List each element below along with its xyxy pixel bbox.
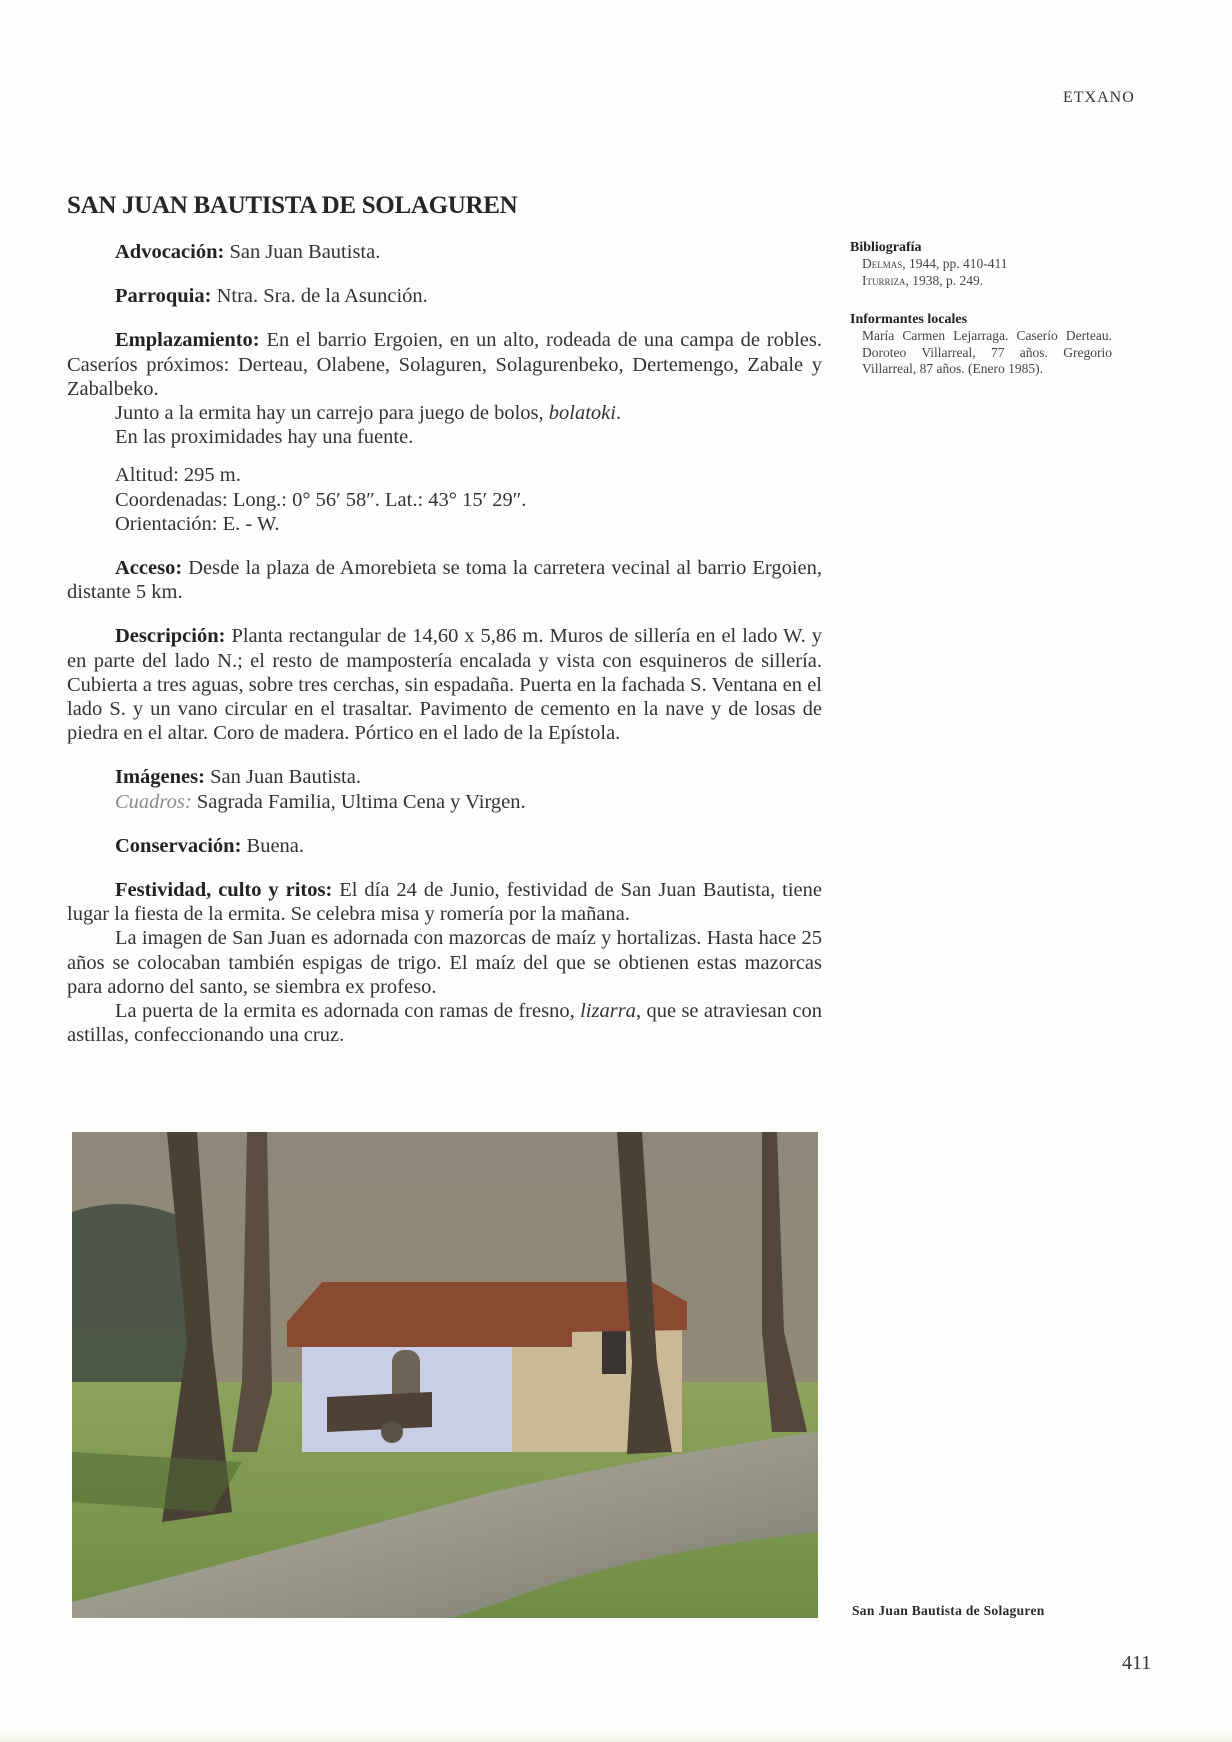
conservacion-label: Conservación: xyxy=(115,834,242,857)
descripcion-label: Descripción: xyxy=(115,625,226,648)
ermita-photo-illustration xyxy=(72,1132,818,1618)
altitud: Altitud: 295 m. xyxy=(115,464,241,487)
emplazamiento-label: Emplazamiento: xyxy=(115,329,260,352)
advocacion-paragraph xyxy=(67,240,822,264)
window xyxy=(602,1330,626,1374)
bolos-end: . xyxy=(615,402,622,425)
conservacion-paragraph xyxy=(67,834,822,858)
informantes-text: María Carmen Lejarraga. Caserío Derteau. Doroteo Villarreal, 77 años. Gregorio Villarreal, 87 años. (Enero 1985). xyxy=(862,328,1112,376)
imagenes-label: Imágenes: xyxy=(115,766,205,789)
festividad-text: El día 24 de Junio, festividad de San Juan Bautista, tiene lugar la fiesta de la ermita. Se celebra misa y romería por la mañana. xyxy=(67,879,822,926)
distant-hill xyxy=(72,1204,192,1382)
bibliografia-section xyxy=(850,240,1160,289)
cuadros-text: Sagrada Familia, Ultima Cena y Virgen. xyxy=(191,790,526,813)
running-head: ETXANO xyxy=(1063,89,1135,106)
cart xyxy=(327,1392,432,1432)
tree-shadow xyxy=(72,1452,242,1512)
bolatoki-term: bolatoki xyxy=(548,402,616,425)
imagenes-text: San Juan Bautista. xyxy=(204,766,361,789)
festividad-paragraph-2: La imagen de San Juan es adornada con mazorcas de maíz y hortalizas. Hasta hace 25 años se colocaban también espigas de trigo. El maíz del que se obtienen estas mazorcas para adorno del santo, se siembra ex profeso. xyxy=(67,927,822,998)
festividad-paragraph-3 xyxy=(67,999,822,1047)
lizarra-term: lizarra xyxy=(580,1000,636,1023)
bib-author: Iturriza xyxy=(862,272,906,288)
parroquia-text: Ntra. Sra. de la Asunción. xyxy=(211,285,428,308)
page-title: SAN JUAN BAUTISTA DE SOLAGUREN xyxy=(67,192,518,219)
bib-detail: , 1944, pp. 410-411 xyxy=(902,256,1008,272)
festividad-paragraph xyxy=(67,878,822,926)
acceso-label: Acceso: xyxy=(115,557,183,580)
descripcion-paragraph xyxy=(67,624,822,745)
festividad-label: Festividad, culto y ritos: xyxy=(115,879,333,902)
page-bottom-edge xyxy=(0,1734,1232,1742)
ermita-photograph xyxy=(72,1132,818,1618)
page-number: 411 xyxy=(1122,1652,1152,1674)
bolos-paragraph xyxy=(67,401,822,425)
emplazamiento-text: En el barrio Ergoien, en un alto, rodeada de una campa de robles. Caseríos próximos: Derteau, Olabene, Solaguren, Solagurenbeko, Dertemengo, Zabale y Zabalbeko. xyxy=(67,329,822,400)
coordenadas: Coordenadas: Long.: 0° 56′ 58″. Lat.: 43° 15′ 29″. xyxy=(115,488,527,511)
bibliografia-entry xyxy=(850,256,1160,272)
parroquia-paragraph xyxy=(67,284,822,308)
p3-text: La puerta de la ermita es adornada con ramas de fresno, xyxy=(115,1000,581,1023)
informantes-heading: Informantes locales xyxy=(850,312,968,327)
parroquia-label: Parroquia: xyxy=(115,285,212,308)
conservacion-text: Buena. xyxy=(241,834,305,857)
fuente-paragraph: En las proximidades hay una fuente. xyxy=(115,426,414,449)
p3-end: , que se atraviesan con astillas, confeccionando una cruz. xyxy=(67,1000,822,1047)
photo-caption: San Juan Bautista de Solaguren xyxy=(852,1603,1045,1618)
acceso-text: Desde la plaza de Amorebieta se toma la carretera vecinal al barrio Ergoien, distante 5 km. xyxy=(67,557,822,604)
bib-author: Delmas xyxy=(862,256,903,272)
orientacion: Orientación: E. - W. xyxy=(115,512,280,535)
bibliografia-heading: Bibliografía xyxy=(850,240,922,255)
descripcion-text: Planta rectangular de 14,60 x 5,86 m. Muros de sillería en el lado W. y en parte del lado N.; el resto de mampostería encalada y vista con esquineros de sillería. Cubierta a tres aguas, sobre tres cerchas, sin espadaña. Puerta en la fachada S. Ventana en el lado S. y un vano circular en el trasaltar. Pavimento de cemento en la nave y de losas de piedra en el altar. Coro de madera. Pórtico en el lado de la Epístola. xyxy=(67,625,822,745)
emplazamiento-paragraph xyxy=(67,328,822,401)
bibliografia-entry xyxy=(850,273,1160,289)
informantes-section xyxy=(850,312,1112,377)
cuadros-label: Cuadros: xyxy=(115,790,192,813)
advocacion-label: Advocación: xyxy=(115,241,225,263)
cuadros-paragraph xyxy=(67,790,822,814)
bib-detail: , 1938, p. 249. xyxy=(905,272,984,288)
cart-wheel xyxy=(381,1421,403,1443)
imagenes-paragraph xyxy=(67,765,822,789)
advocacion-text: San Juan Bautista. xyxy=(224,241,381,263)
bolos-text: Junto a la ermita hay un carrejo para juego de bolos, xyxy=(115,402,549,425)
article-body xyxy=(67,240,822,1047)
acceso-paragraph xyxy=(67,556,822,604)
